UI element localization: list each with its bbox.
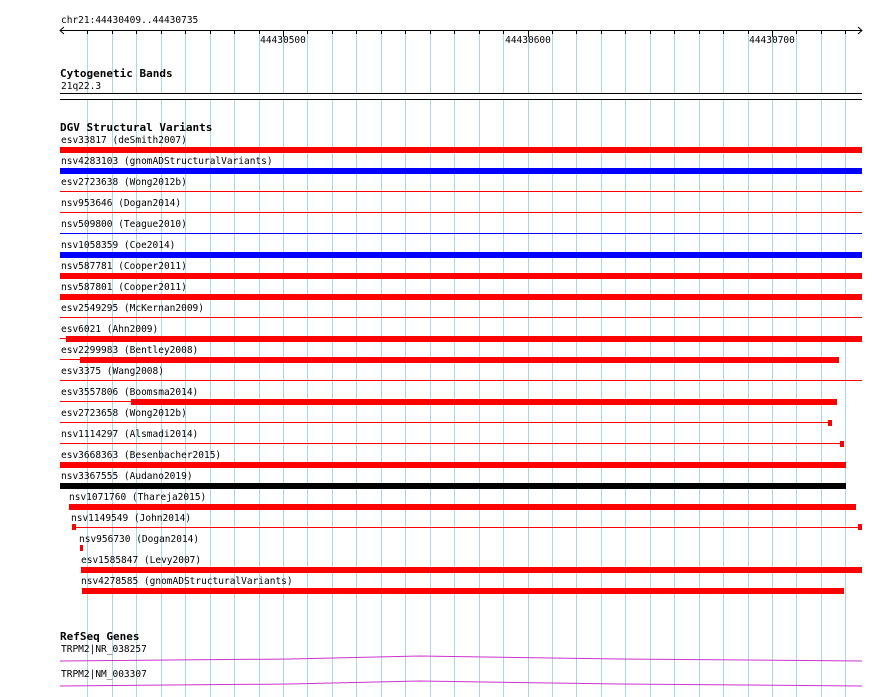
variant-label: nsv956730 (Dogan2014) [79,534,200,545]
variant-label: nsv1114297 (Alsmadi2014) [61,429,199,440]
cytoband-bar[interactable] [60,93,862,100]
cytoband-track-title: Cytogenetic Bands [60,67,173,80]
variant-label: esv3668363 (Besenbacher2015) [61,450,222,461]
variant-label: esv6021 (Ahn2009) [61,324,159,335]
variant-label: esv2299983 (Bentley2008) [61,345,199,356]
variant-bar[interactable] [81,567,862,573]
refseq-track-title: RefSeq Genes [60,630,140,643]
variant-bar[interactable] [66,336,862,342]
variant-label: nsv509800 (Teague2010) [61,219,187,230]
variant-label: esv2723638 (Wong2012b) [61,177,187,188]
variant-line[interactable] [60,422,828,423]
dgv-track-title: DGV Structural Variants [60,121,213,134]
variant-bar[interactable] [60,147,862,153]
variant-label: nsv1058359 (Coe2014) [61,240,176,251]
variant-bar[interactable] [60,273,862,279]
variant-label: esv3375 (Wang2008) [61,366,164,377]
variant-line[interactable] [60,443,840,444]
variant-line[interactable] [60,380,862,381]
variant-label: nsv3367555 (Audano2019) [61,471,193,482]
variant-bar[interactable] [60,168,862,174]
variant-bar[interactable] [840,441,844,447]
variant-bar[interactable] [82,588,844,594]
ruler-tick-label: 44430700 [749,35,795,46]
variant-bar[interactable] [60,462,846,468]
gene-label: TRPM2|NR_038257 [61,644,147,655]
variant-bar[interactable] [60,252,862,258]
variant-bar[interactable] [828,420,832,426]
variant-label: esv33817 (deSmith2007) [61,135,187,146]
variant-label: nsv4278585 (gnomADStructuralVariants) [81,576,293,587]
variant-label: nsv587781 (Cooper2011) [61,261,187,272]
variant-label: nsv4283103 (gnomADStructuralVariants) [61,156,273,167]
ruler-location: chr21:44430409..44430735 [61,15,199,26]
ruler-tick-label: 44430600 [505,35,551,46]
variant-bar[interactable] [69,504,856,510]
variant-line[interactable] [60,317,862,318]
variant-bar[interactable] [858,524,862,530]
variant-bar[interactable] [60,294,862,300]
gene-line [60,656,862,661]
variant-label: esv2549295 (McKernan2009) [61,303,204,314]
variant-bar[interactable] [131,399,837,405]
gene-models[interactable] [0,640,890,697]
variant-line[interactable] [60,233,862,234]
variant-label: nsv1071760 (Thareja2015) [69,492,207,503]
variant-line[interactable] [60,401,131,402]
variant-label: nsv587801 (Cooper2011) [61,282,187,293]
variant-label: esv3557806 (Boomsma2014) [61,387,199,398]
variant-label: nsv953646 (Dogan2014) [61,198,182,209]
variant-label: nsv1149549 (John2014) [71,513,192,524]
variant-line[interactable] [60,359,80,360]
variant-label: esv2723658 (Wong2012b) [61,408,187,419]
variant-bar[interactable] [60,483,846,489]
ruler-tick-label: 44430500 [260,35,306,46]
gene-label: TRPM2|NM_003307 [61,669,147,680]
variant-line[interactable] [60,212,862,213]
variant-line[interactable] [76,527,858,528]
cytoband-label: 21q22.3 [61,81,102,92]
gene-line [60,681,862,686]
variant-label: esv1585847 (Levy2007) [81,555,202,566]
variant-line[interactable] [60,191,862,192]
variant-bar[interactable] [80,357,839,363]
variant-bar[interactable] [80,545,83,551]
